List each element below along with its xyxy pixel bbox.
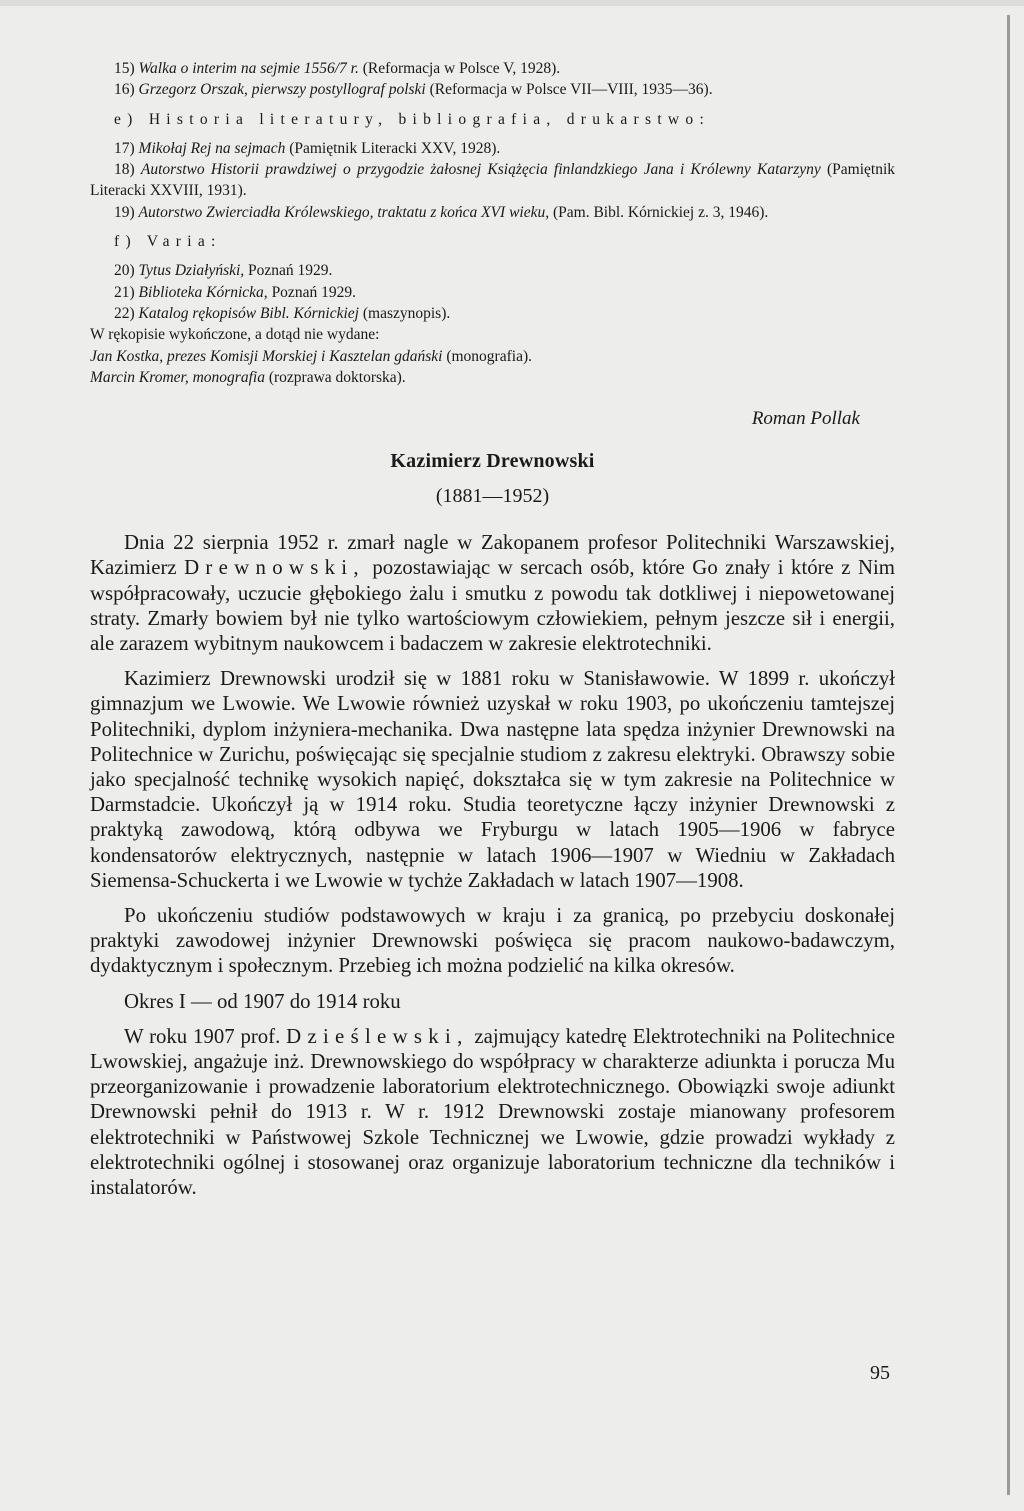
manuscript-2: Marcin Kromer, monografia (rozprawa doktorska). (90, 368, 406, 386)
text-column (90, 58, 895, 1200)
page-number: 95 (870, 1362, 890, 1384)
paragraph-3: Po ukończeniu studiów podstawowych w kraju i za granicą, po przebyciu doskonałej praktyki zawodowej inżynier Drewnowski poświęca się pracom naukowo-badawczym, dydaktycznym i społecznym. Przebieg ich można podzielić na kilka okresów. (90, 904, 895, 978)
manuscript-1: Jan Kostka, prezes Komisji Morskiej i Kasztelan gdański (monografia). (90, 347, 532, 365)
article-body (90, 530, 895, 1200)
article-dates: (1881—1952) (435, 485, 550, 508)
paragraph-1: Dnia 22 sierpnia 1952 r. zmarł nagle w Zakopanem profesor Politechniki Warszawskiej, Kazimierz Drewnowski, pozostawiając w sercach osób, które Go znały i które z Nim współpracowały, uczucie głębokiego żalu i smutku z powodu tak dotkliwej i niepowetowanej straty. Zmarły bowiem był nie tylko wartościowym człowiekiem, pełnym jeszcze sił i energii, ale zarazem wybitnym naukowcem i badaczem w zakresie elektrotechniki. (90, 531, 895, 655)
section-heading-okres-1: Okres I — od 1907 do 1914 roku (124, 989, 401, 1013)
manuscript-intro: W rękopisie wykończone, a dotąd nie wydane: (90, 326, 380, 344)
scan-edge-top (0, 0, 1024, 6)
spaced-name-dzieslewski: Dzieślewski, (286, 1024, 469, 1048)
bib-item-17: 17) Mikołaj Rej na sejmach (Pamiętnik Literacki XXV, 1928). (114, 139, 501, 157)
author-signature: Roman Pollak (751, 408, 860, 430)
paragraph-2: Kazimierz Drewnowski urodził się w 1881 roku w Stanisławowie. W 1899 r. ukończył gimnazjum we Lwowie. We Lwowie również uzyskał w roku 1903, po ukończeniu tamtejszej Politechniki, dyplom inżyniera-mechanika. Dwa następne lata spędza inżynier Drewnowski na Politechnice w Zurichu, poświęcając się specjalnie studiom z zakresu elektryki. Obrawszy sobie jako specjalność technikę wysokich napięć, dokształca się w tym zakresie na Politechnice w Darmstadcie. Ukończył ją w 1914 roku. Studia teoretyczne łączy inżynier Drewnowski z praktyką zawodową, którą odbywa we Fryburgu w latach 1905—1906 w fabryce kondensatorów elektrycznych, następnie w latach 1906—1907 w Wiedniu w Zakładach Siemensa-Schuckerta i we Lwowie w tychże Zakładach w latach 1907—1908. (90, 667, 895, 892)
article-title: Kazimierz Drewnowski (390, 450, 595, 473)
bib-item-15: 15) Walka o interim na sejmie 1556/7 r. (Reformacja w Polsce V, 1928). (114, 60, 561, 77)
bib-item-22: 22) Katalog rękopisów Bibl. Kórnickiej (maszynopis). (114, 304, 451, 322)
section-f-heading: f) Varia: (114, 233, 222, 251)
section-e-heading: e) Historia literatury, bibliografia, drukarstwo: (114, 110, 711, 128)
bib-item-20: 20) Tytus Działyński, Poznań 1929. (114, 262, 333, 280)
bib-item-16: 16) Grzegorz Orszak, pierwszy postyllograf polski (Reformacja w Polsce VII—VIII, 1935—36). (114, 81, 713, 99)
bib-item-19: 19) Autorstwo Zwierciadła Królewskiego, traktatu z końca XVI wieku, (Pam. Bibl. Kórnickiej z. 3, 1946). (114, 203, 769, 221)
scan-edge-right (1007, 15, 1010, 1495)
bib-item-21: 21) Biblioteka Kórnicka, Poznań 1929. (114, 283, 356, 301)
bibliography (90, 58, 895, 388)
bib-item-18: 18) Autorstwo Historii prawdziwej o przygodzie żałosnej Książęcia finlandzkiego Jana i Królewny Katarzyny (Pamiętnik Literacki XXVIII, 1931). (90, 161, 896, 200)
spaced-name-drewnowski: Drewnowski, (184, 556, 365, 580)
paragraph-4: W roku 1907 prof. Dzieślewski, zajmujący katedrę Elektrotechniki na Politechnice Lwowskiej, angażuje inż. Drewnowskiego do współpracy w charakterze adiunkta i porucza Mu przeorganizowanie i prowadzenie laboratorium elektrotechnicznego. Obowiązki swoje adiunkt Drewnowski pełnił do 1913 r. W r. 1912 Drewnowski zostaje mianowany profesorem elektrotechniki w Państwowej Szkole Technicznej we Lwowie, gdzie prowadzi wykłady z elektrotechniki ogólnej i stosowanej oraz organizuje laboratorium techniczne dla techników i instalatorów. (90, 1024, 895, 1200)
